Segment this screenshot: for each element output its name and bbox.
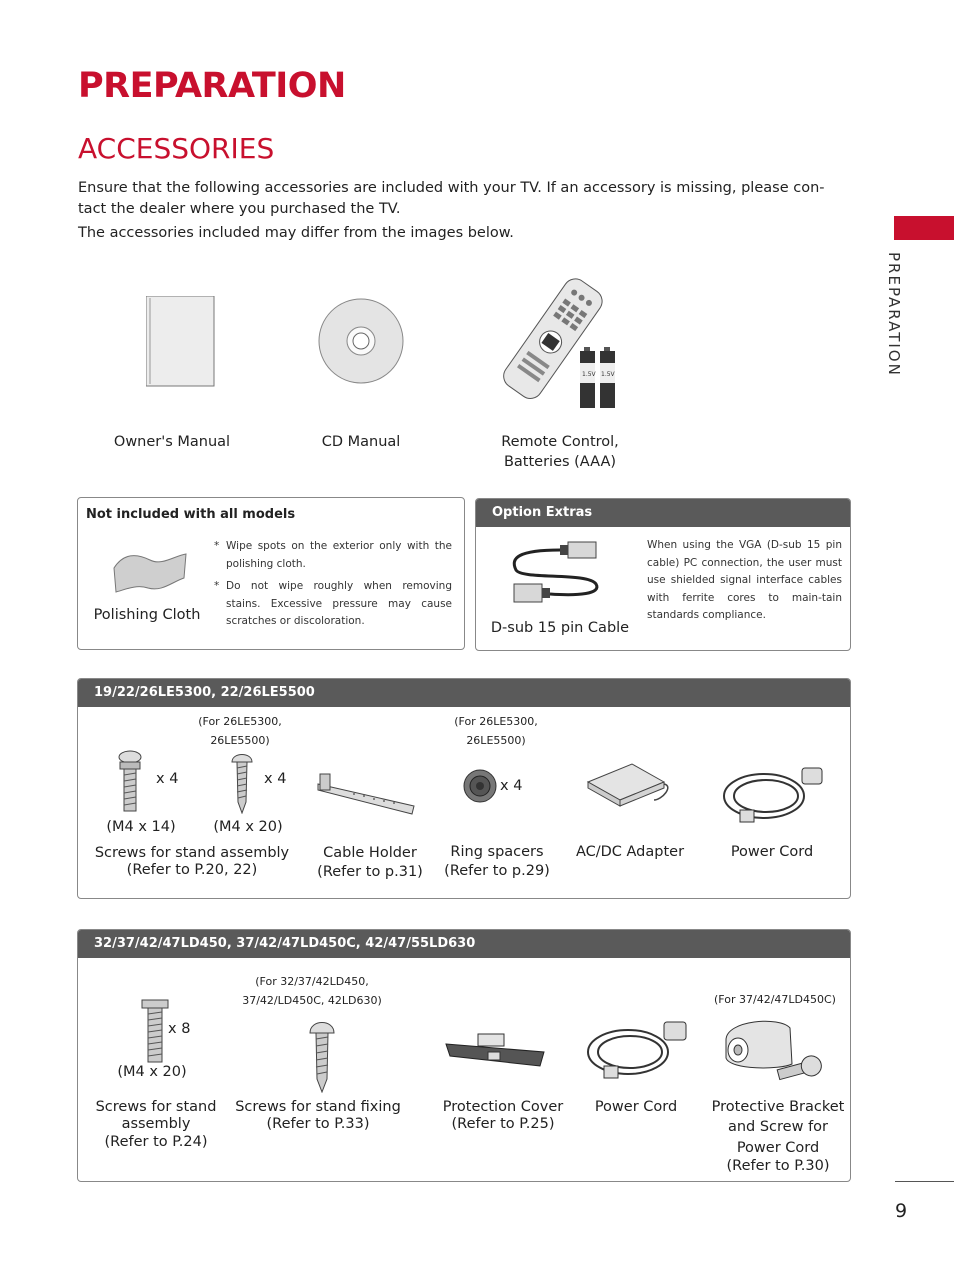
protection-cover-caption-line-1: Protection Cover (442, 1099, 564, 1115)
power-cord-image (716, 762, 826, 826)
page-number-rule (895, 1181, 954, 1182)
screw-size-label: (M4 x 20) (117, 1064, 187, 1080)
side-section-label: PREPARATION (885, 252, 903, 377)
screw-m4x20-large-image (140, 998, 170, 1064)
cloth-note-2: Do not wipe roughly when removing stains. Excessive pressure may cause scratches or discoloration. (226, 580, 452, 627)
battery-label: 1.5V (582, 371, 596, 378)
model-box-le-header: 19/22/26LE5300, 22/26LE5500 (78, 679, 850, 707)
not-included-header: Not included with all models (86, 507, 296, 522)
for-note-3-line-2: 37/42/LD450C, 42LD630) (242, 994, 382, 1007)
remote-caption-line-1: Remote Control, (501, 434, 619, 450)
ring-spacers-caption-line-1: Ring spacers (450, 844, 544, 860)
fixing-screws-caption-line-1: Screws for stand fixing (235, 1099, 401, 1115)
qty-label: x 4 (500, 778, 523, 794)
for-note-3-line-1: (For 32/37/42LD450, (255, 975, 369, 988)
remote-caption-line-2: Batteries (AAA) (503, 454, 617, 470)
owners-manual-image (146, 296, 216, 388)
ac-dc-adapter-caption: AC/DC Adapter (575, 844, 685, 860)
qty-label: x 8 (168, 1021, 191, 1037)
model-box-ld-header: 32/37/42/47LD450, 37/42/47LD450C, 42/47/55LD630 (78, 930, 850, 958)
note-bullet: * (214, 540, 220, 552)
cable-holder-image (314, 770, 424, 820)
for-note-4: (For 37/42/47LD450C) (714, 993, 836, 1006)
screw-size-label: (M4 x 14) (106, 819, 176, 835)
fixing-screws-caption-line-2: (Refer to P.33) (266, 1116, 370, 1132)
power-cord-2-caption: Power Cord (594, 1099, 678, 1115)
ring-spacer-image (462, 768, 498, 804)
screw-m4x20-image (230, 752, 254, 814)
screw-size-label: (M4 x 20) (213, 819, 283, 835)
for-note-1-line-1: (For 26LE5300, (198, 715, 282, 728)
for-note-1-line-2: 26LE5500) (210, 734, 270, 747)
intro-line-2: tact the dealer where you purchased the TV. (78, 201, 401, 217)
screw-m4x14-image (118, 750, 142, 812)
batteries-image (578, 347, 618, 409)
polishing-cloth-image (110, 548, 190, 596)
cd-manual-image (318, 298, 404, 384)
protection-cover-image (444, 1030, 548, 1070)
section-title: ACCESSORIES (78, 132, 275, 165)
bracket-caption-line-2: and Screw for (727, 1119, 829, 1135)
for-note-2-line-2: 26LE5500) (466, 734, 526, 747)
bracket-caption-line-1: Protective Bracket (711, 1099, 845, 1115)
protection-cover-caption-line-2: (Refer to P.25) (451, 1116, 555, 1132)
stand-screws-2-caption-line-1: Screws for stand (95, 1099, 217, 1115)
protective-bracket-image (720, 1014, 830, 1088)
intro-line-3: The accessories included may differ from the images below. (78, 225, 514, 241)
bracket-caption-line-3: Power Cord (736, 1140, 820, 1156)
dsub-cable-image (508, 536, 608, 610)
fixing-screw-image (307, 1019, 337, 1093)
cable-holder-caption-line-1: Cable Holder (323, 845, 417, 861)
power-cord-image (580, 1016, 690, 1082)
cable-holder-caption-line-2: (Refer to p.31) (317, 864, 423, 880)
cd-manual-caption: CD Manual (321, 434, 401, 450)
for-note-2-line-1: (For 26LE5300, (454, 715, 538, 728)
qty-label: x 4 (156, 771, 179, 787)
power-cord-caption: Power Cord (730, 844, 814, 860)
battery-label: 1.5V (601, 371, 615, 378)
stand-screws-caption-line-1: Screws for stand assembly (94, 845, 290, 861)
intro-line-1: Ensure that the following accessories are included with your TV. If an accessory is missing, please con- (78, 180, 825, 196)
dsub-note: When using the VGA (D-sub 15 pin cable) PC connection, the user must use shielded signal interface cables with ferrite cores to main-tain standards compliance. (647, 539, 842, 621)
bracket-caption-line-4: (Refer to P.30) (726, 1158, 830, 1174)
dsub-cable-caption: D-sub 15 pin Cable (490, 620, 630, 636)
note-bullet: * (214, 580, 220, 592)
ac-dc-adapter-image (584, 756, 674, 816)
page-number: 9 (895, 1200, 908, 1222)
option-extras-header: Option Extras (476, 499, 850, 527)
stand-screws-caption-line-2: (Refer to P.20, 22) (126, 862, 258, 878)
stand-screws-2-caption-line-3: (Refer to P.24) (104, 1134, 208, 1150)
ring-spacers-caption-line-2: (Refer to p.29) (444, 863, 550, 879)
section-side-tab (894, 216, 954, 240)
polishing-cloth-caption: Polishing Cloth (93, 607, 201, 623)
page-title: PREPARATION (78, 66, 346, 106)
cloth-note-1: Wipe spots on the exterior only with the polishing cloth. (226, 540, 452, 570)
owners-manual-caption: Owner's Manual (113, 434, 231, 450)
stand-screws-2-caption-line-2: assembly (121, 1116, 191, 1132)
qty-label: x 4 (264, 771, 287, 787)
